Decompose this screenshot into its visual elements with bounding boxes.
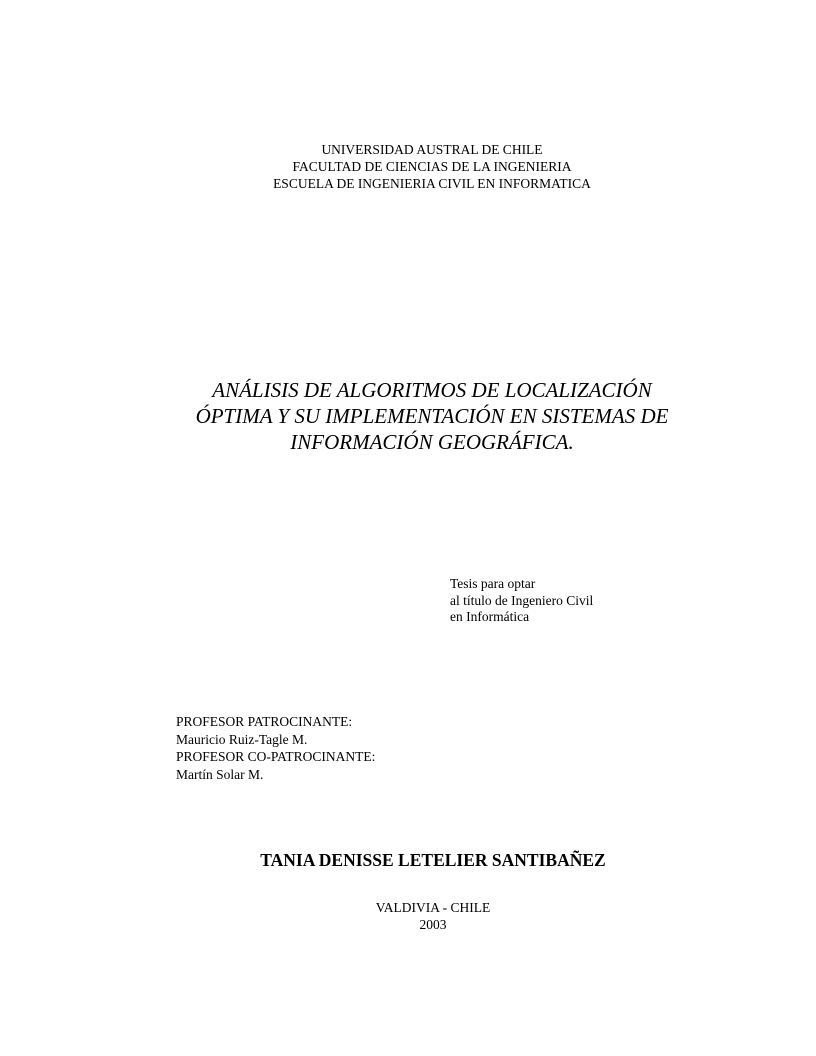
- author-name: TANIA DENISSE LETELIER SANTIBAÑEZ: [260, 850, 606, 870]
- thesis-title-line-3: INFORMACIÓN GEOGRÁFICA.: [290, 430, 574, 454]
- thesis-title-line-1: ANÁLISIS DE ALGORITMOS DE LOCALIZACIÓN: [212, 378, 652, 402]
- degree-statement: [450, 576, 593, 626]
- degree-statement-line-2: al título de Ingeniero Civil: [450, 592, 594, 608]
- place-and-date: [0, 899, 816, 933]
- co-sponsor-name: Martín Solar M.: [176, 766, 264, 782]
- advisors-block: [176, 713, 375, 783]
- thesis-title-line-2: ÓPTIMA Y SU IMPLEMENTACIÓN EN SISTEMAS DE: [195, 404, 669, 428]
- year: 2003: [419, 917, 447, 932]
- sponsor-label: PROFESOR PATROCINANTE:: [176, 714, 353, 729]
- institution-header: [0, 141, 816, 192]
- city: VALDIVIA - CHILE: [375, 900, 491, 915]
- sponsor-name: Mauricio Ruiz-Tagle M.: [176, 731, 308, 747]
- co-sponsor-label: PROFESOR CO-PATROCINANTE:: [176, 749, 376, 764]
- degree-statement-line-1: Tesis para optar: [450, 576, 536, 591]
- school-name: ESCUELA DE INGENIERIA CIVIL EN INFORMATICA: [273, 176, 591, 191]
- university-name: UNIVERSIDAD AUSTRAL DE CHILE: [321, 142, 543, 157]
- faculty-name: FACULTAD DE CIENCIAS DE LA INGENIERIA: [292, 159, 572, 174]
- thesis-title: [0, 377, 816, 455]
- degree-statement-line-3: en Informática: [450, 609, 530, 624]
